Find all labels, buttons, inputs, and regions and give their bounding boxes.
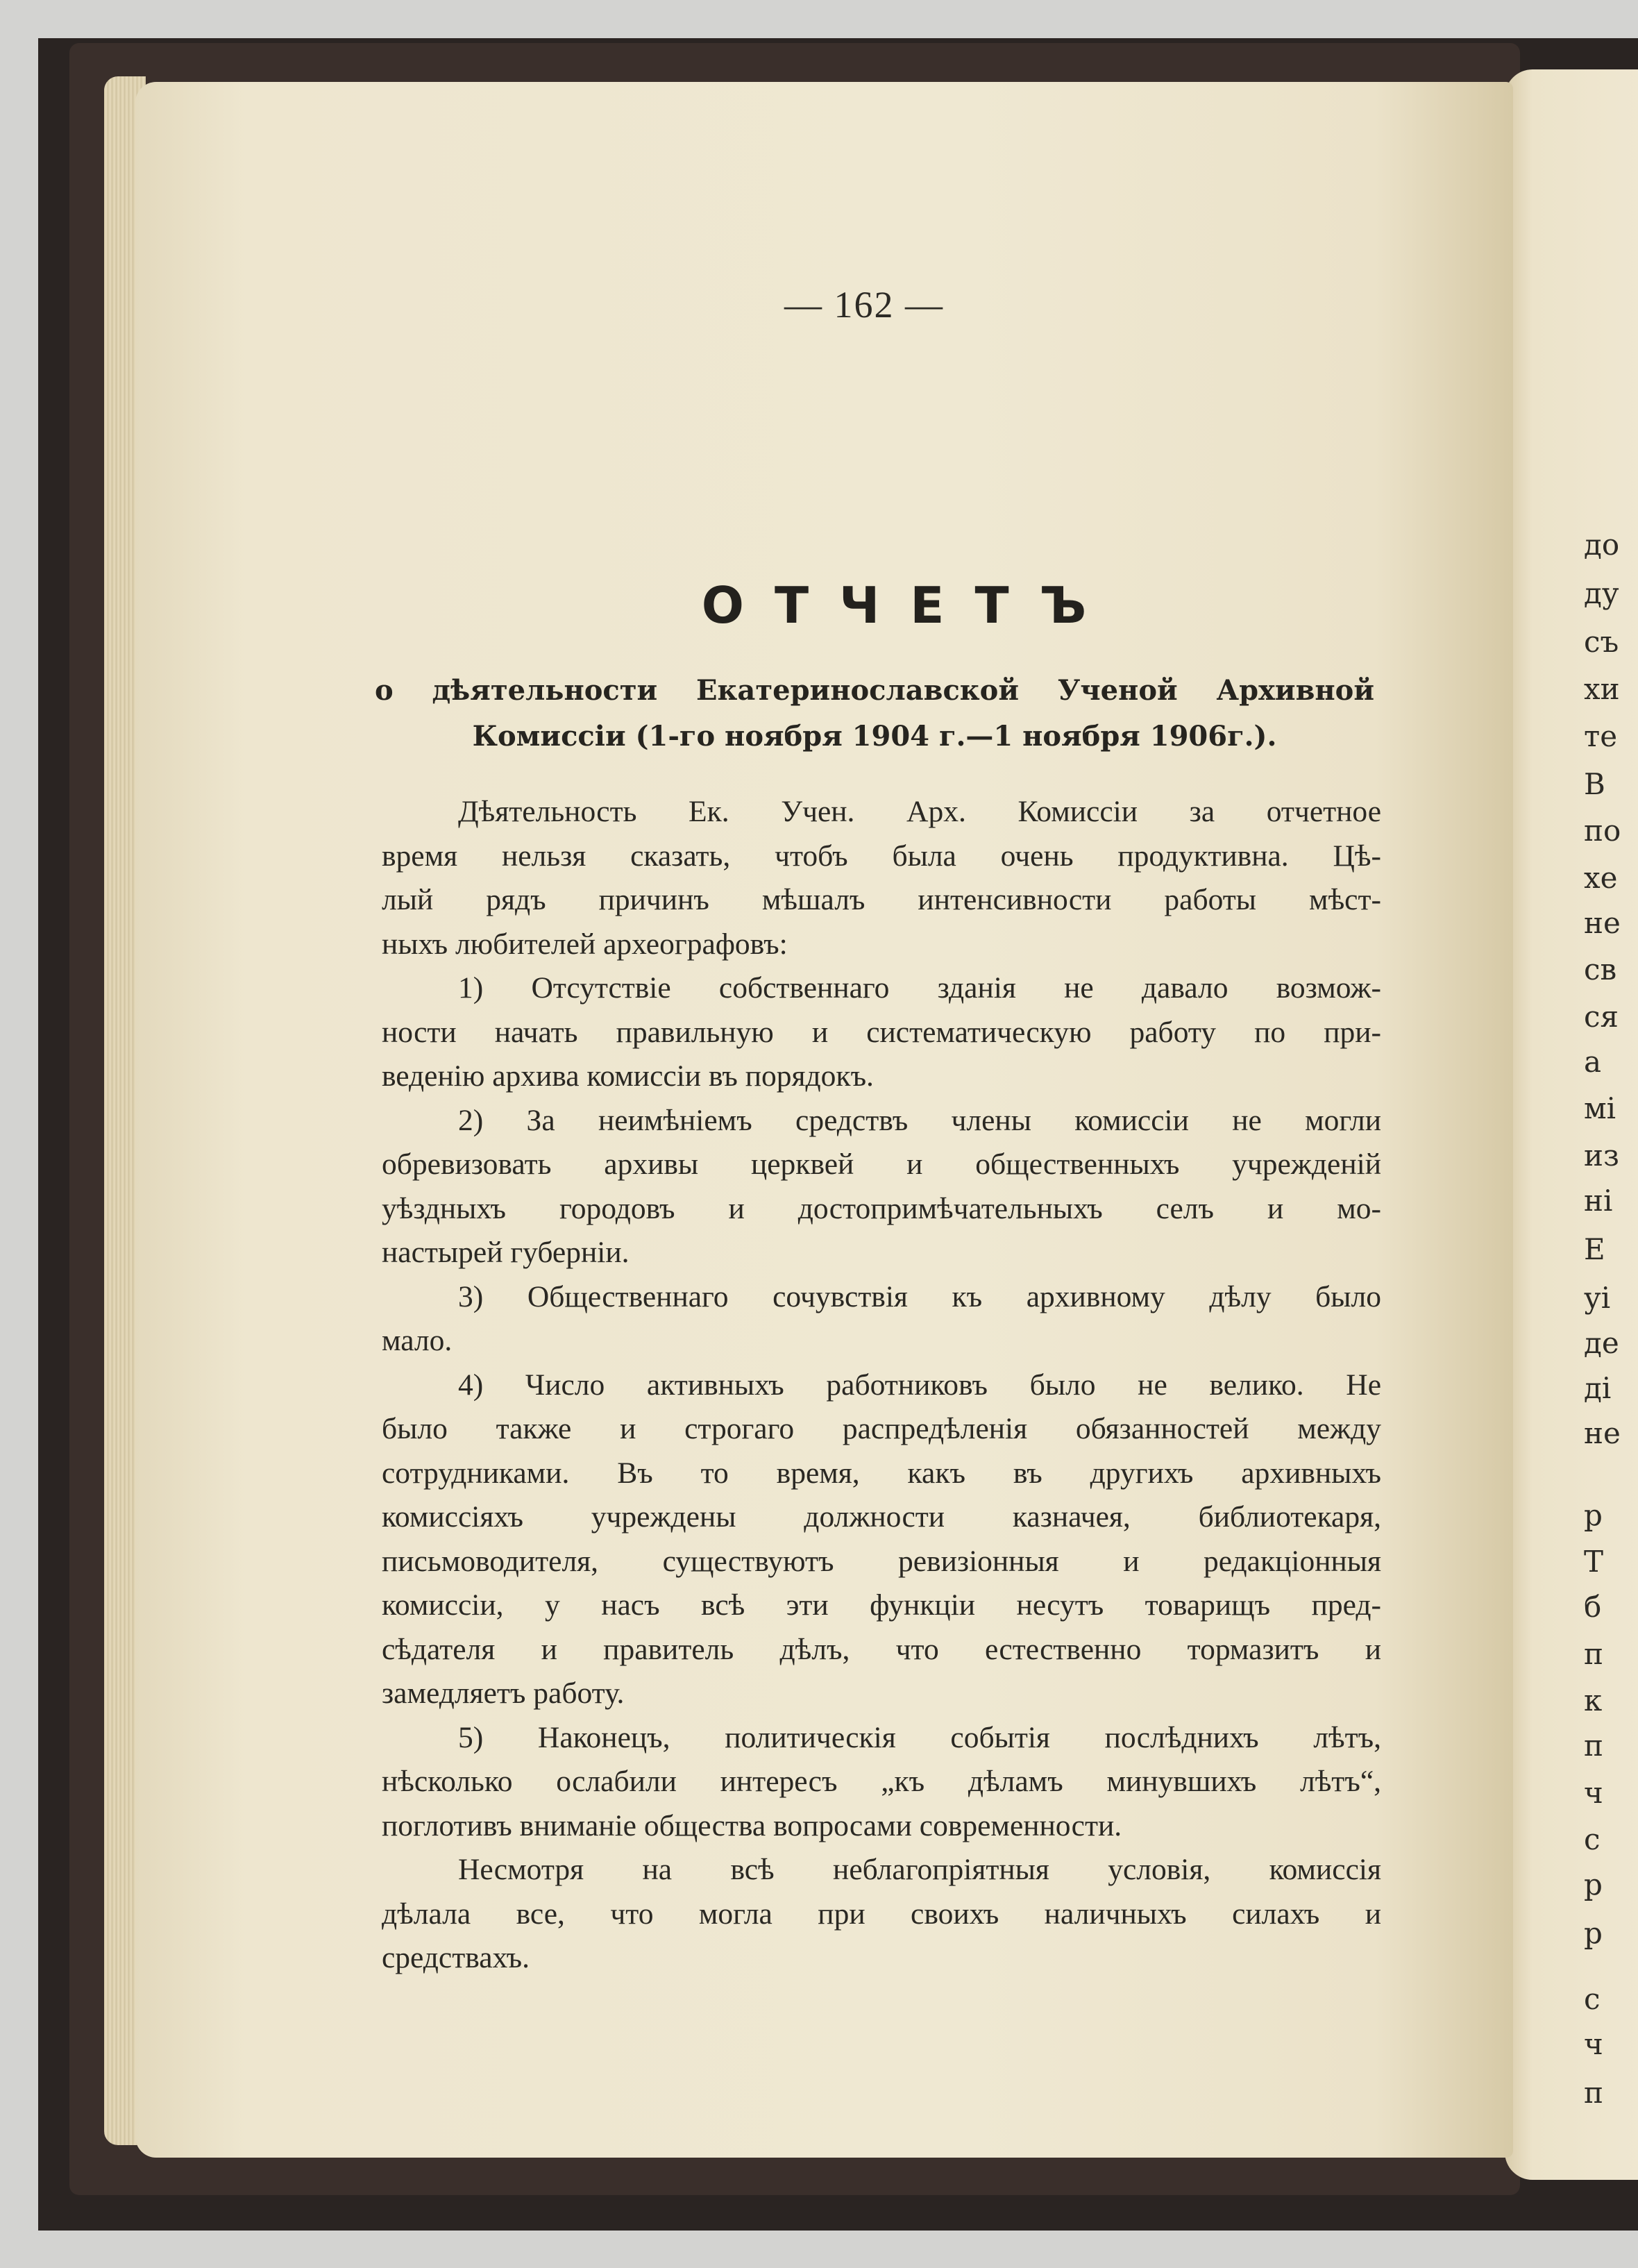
text-line: нѣсколько ослабили интересъ „къ дѣламъ минувшихъ лѣтъ“, [382,1765,1381,1798]
facing-page-fragment: Т [1584,1545,1604,1579]
body-text [382,790,1381,1981]
text-line: время нельзя сказать, чтобъ была очень продуктивна. Цѣ- [382,839,1381,873]
facing-page-fragment: ч [1584,2027,1603,2061]
text-line: сѣдателя и правитель дѣлъ, что естественно тормазитъ и [382,1632,1381,1666]
paragraph [382,1716,1381,1849]
facing-page-fragment: де [1584,1326,1619,1360]
text-line: ности начать правильную и систематическую работу по при- [382,1015,1381,1049]
facing-page-fragment: из [1584,1139,1619,1173]
facing-page-fragment: не [1584,1416,1621,1450]
facing-page-fragment: с [1584,1822,1601,1856]
facing-page-fragment: ді [1584,1371,1612,1405]
text-line: 3) Общественнаго сочувствія къ архивному дѣлу было [458,1279,1381,1313]
text-line: обревизовать архивы церквей и общественныхъ учрежденій [382,1148,1381,1181]
facing-page-fragment: п [1584,1729,1603,1763]
text-line: уѣздныхъ городовъ и достопримѣчательныхъ селъ и мо- [382,1191,1381,1225]
text-line: комиссіи, у насъ всѣ эти функціи несутъ товарищъ пред- [382,1588,1381,1622]
facing-page-fragment: по [1584,814,1621,848]
text-line: комиссіяхъ учреждены должности казначея, библиотекаря, [382,1500,1381,1534]
text-line: настырей губерніи. [382,1236,630,1269]
facing-page-fragment: с [1584,1982,1601,2016]
facing-page-fragment: к [1584,1683,1603,1717]
facing-page-fragment: те [1584,719,1618,753]
facing-page-fragment: ду [1584,576,1619,610]
text-line: веденію архива комиссіи въ порядокъ. [382,1059,874,1093]
document-title: ОТЧЕТЪ [701,576,1117,635]
subtitle-line: о дѣятельности Екатеринославской Ученой Архивной [375,674,1374,707]
text-line: 2) За неимѣніемъ средствъ члены комиссіи не могли [458,1103,1381,1137]
facing-page-fragment: В [1584,767,1605,801]
facing-page-fragment: р [1584,1916,1603,1950]
text-line: ныхъ любителей археографовъ: [382,927,788,961]
paragraph [382,1275,1381,1363]
facing-page-fragment: р [1584,1867,1603,1901]
facing-page-fragment: ч [1584,1776,1603,1810]
text-line: лый рядъ причинъ мѣшалъ интенсивности работы мѣст- [382,883,1381,916]
text-line: сотрудниками. Въ то время, какъ въ другихъ архивныхъ [382,1456,1381,1490]
facing-page-fragment: Е [1584,1232,1605,1266]
text-line: 5) Наконецъ, политическія событія послѣднихъ лѣтъ, [458,1720,1381,1754]
document-subtitle [375,668,1374,759]
facing-page-fragment: а [1584,1045,1602,1079]
paragraph [382,790,1381,966]
facing-page-fragment: св [1584,952,1617,986]
facing-page-fragment: съ [1584,625,1619,659]
facing-page-fragment: до [1584,528,1620,562]
facing-page-fragment: р [1584,1498,1603,1532]
facing-page-fragment: не [1584,906,1621,940]
text-line: 1) Отсутствіе собственнаго зданія не давало возмож- [458,971,1381,1005]
subtitle-line: Комиссіи (1-го ноября 1904 г.—1 ноября 1906г.). [472,720,1277,753]
text-line: Несмотря на всѣ неблагопріятныя условія, комиссія [458,1853,1381,1886]
paragraph [382,1099,1381,1275]
facing-page-fragment: ні [1584,1184,1613,1218]
facing-page-fragment: мі [1584,1091,1616,1125]
text-line: 4) Число активныхъ работниковъ было не велико. Не [458,1368,1381,1402]
paragraph [382,1363,1381,1716]
text-line: Дѣятельность Ек. Учен. Арх. Комиссіи за отчетное [458,795,1381,828]
facing-page-fragment: п [1584,2076,1603,2110]
facing-page-fragment: хе [1584,861,1618,895]
text-line: письмоводителя, существуютъ ревизіонныя и редакціонныя [382,1544,1381,1578]
text-line: поглотивъ вниманіе общества вопросами современности. [382,1808,1122,1842]
paragraph [382,1848,1381,1981]
paragraph [382,966,1381,1099]
text-line: замедляетъ работу. [382,1677,625,1710]
facing-page-fragment: п [1584,1637,1603,1671]
facing-page-fragment: ся [1584,1000,1619,1034]
text-line: мало. [382,1324,453,1357]
page-number: — 162 — [784,284,944,326]
text-line: было также и строгаго распредѣленія обязанностей между [382,1412,1381,1445]
text-line: средствахъ. [382,1941,530,1974]
facing-page [1505,69,1638,2180]
facing-page-fragment: хи [1584,672,1620,706]
facing-page-fragment: б [1584,1590,1602,1624]
text-line: дѣлала все, что могла при своихъ наличныхъ силахъ и [382,1897,1381,1931]
facing-page-fragment: уі [1584,1281,1611,1315]
